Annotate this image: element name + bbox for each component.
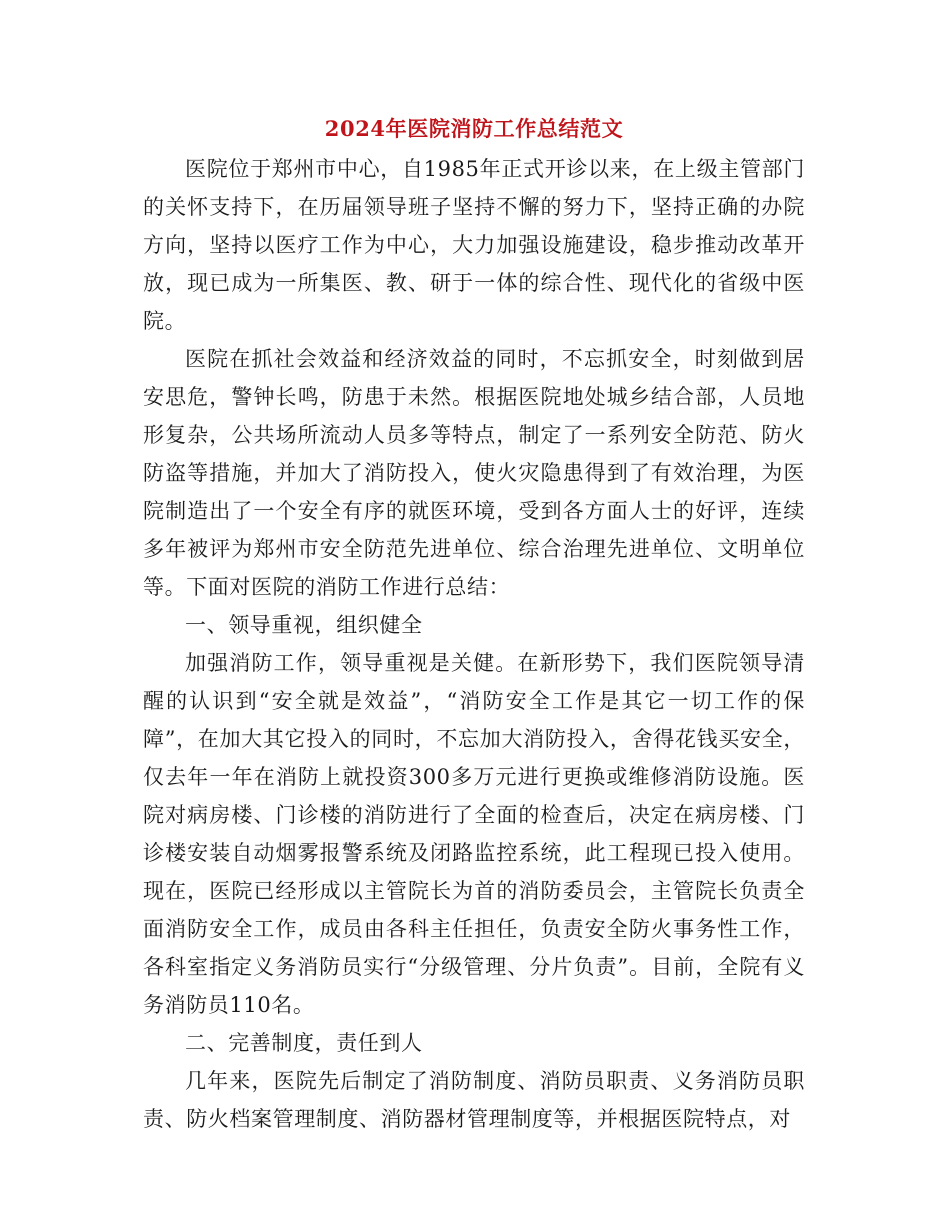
document-page — [143, 110, 805, 1138]
paragraph-intro: 医院位于郑州市中心，自1985年正式开诊以来，在上级主管部门的关怀支持下，在历届领导班子坚持不懈的努力下，坚持正确的办院方向，坚持以医疗工作为中心，大力加强设施建设，稳步推动改革开放，现已成为一所集医、教、研于一体的综合性、现代化的省级中医院。 — [143, 157, 805, 333]
paragraph-leadership: 加强消防工作，领导重视是关健。在新形势下，我们医院领导清醒的认识到“安全就是效益”，“消防安全工作是其它一切工作的保障”，在加大其它投入的同时，不忘加大消防投入，舍得花钱买安全，仅去年一年在消防上就投资300多万元进行更换或维修消防设施。医院对病房楼、门诊楼的消防进行了全面的检查后，决定在病房楼、门诊楼安装自动烟雾报警系统及闭路监控系统，此工程现已投入使用。现在，医院已经形成以主管院长为首的消防委员会，主管院长负责全面消防安全工作，成员由各科主任担任，负责安全防火事务性工作，各科室指定义务消防员实行“分级管理、分片负责”。目前，全院有义务消防员110名。 — [143, 651, 805, 1017]
document-title: 2024年医院消防工作总结范文 — [324, 116, 624, 141]
paragraph-regulations: 几年来，医院先后制定了消防制度、消防员职责、义务消防员职责、防火档案管理制度、消防器材管理制度等，并根据医院特点，对 — [143, 1069, 805, 1131]
paragraph-safety-overview: 医院在抓社会效益和经济效益的同时，不忘抓安全，时刻做到居安思危，警钟长鸣，防患于未然。根据医院地处城乡结合部，人员地形复杂，公共场所流动人员多等特点，制定了一系列安全防范、防火防盗等措施，并加大了消防投入，使火灾隐患得到了有效治理，为医院制造出了一个安全有序的就医环境，受到各方面人士的好评，连续多年被评为郑州市安全防范先进单位、综合治理先进单位、文明单位等。下面对医院的消防工作进行总结： — [143, 347, 805, 599]
section-heading-regulations: 二、完善制度，责任到人 — [185, 1031, 423, 1055]
section-heading-leadership: 一、领导重视，组织健全 — [185, 613, 423, 637]
